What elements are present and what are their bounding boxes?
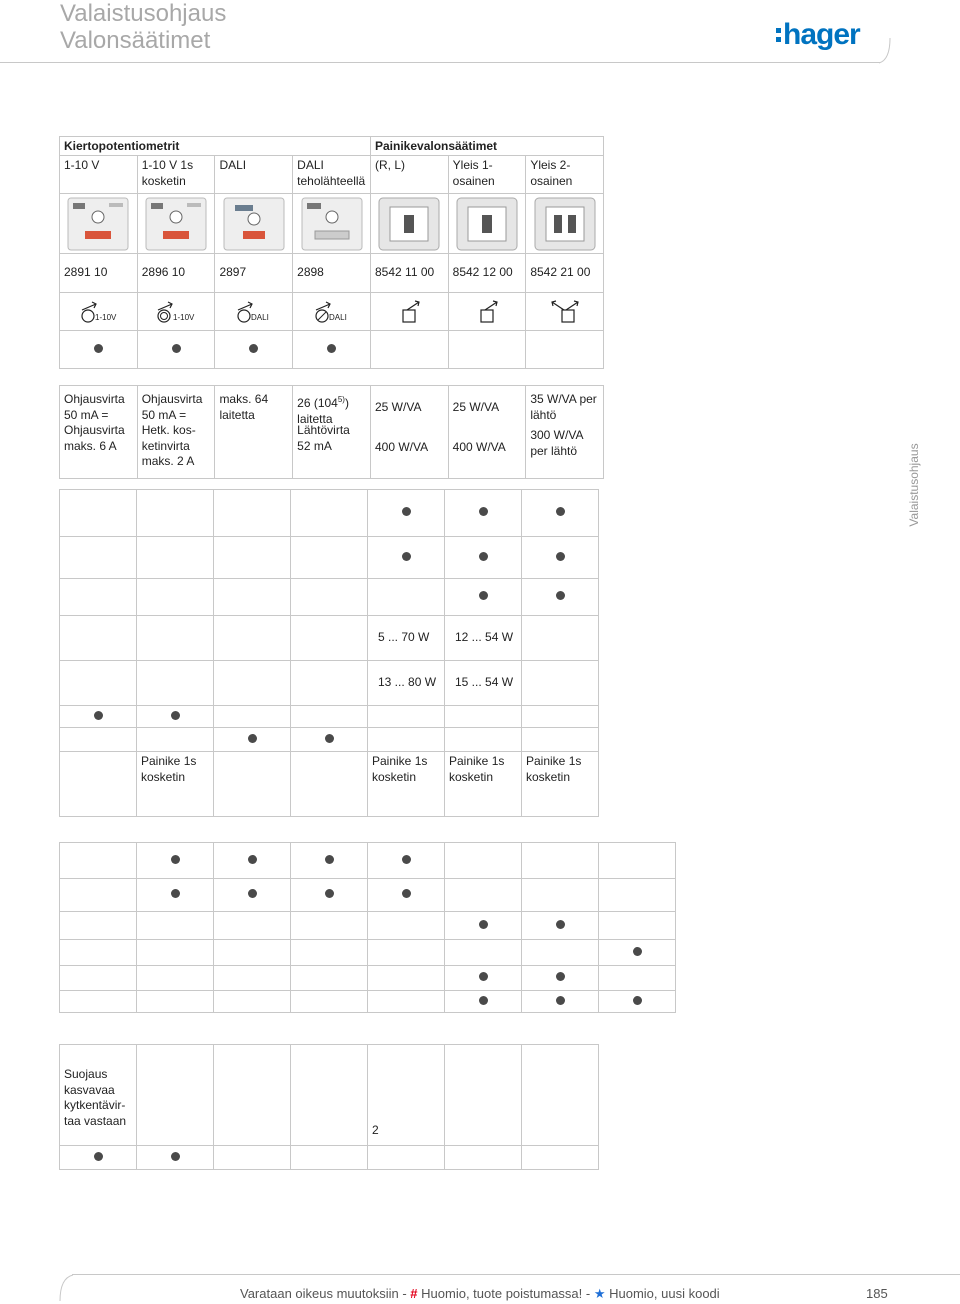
dot-marker	[94, 344, 103, 353]
table-cell	[137, 843, 214, 879]
table-cell	[522, 966, 599, 991]
table-cell	[214, 879, 291, 912]
table-cell	[137, 1045, 214, 1146]
bottom-frame-corner	[58, 1274, 74, 1302]
dot-marker	[479, 972, 488, 981]
table-cell	[60, 661, 137, 706]
table-cell	[599, 940, 676, 966]
table-cell	[368, 991, 445, 1013]
feature-table	[59, 842, 676, 1013]
table-cell	[291, 1146, 368, 1170]
table-cell	[445, 490, 522, 537]
power-range: 13 ... 80 W	[368, 661, 445, 706]
dot-marker	[633, 947, 642, 956]
spec-text: maks. 64 laitetta	[219, 392, 269, 422]
table-cell	[214, 1146, 291, 1170]
dali-psu-dimmer-image	[301, 197, 363, 251]
dot-marker	[556, 591, 565, 600]
table-cell	[60, 537, 137, 579]
table-gap	[60, 369, 604, 386]
table-cell	[214, 1045, 291, 1146]
star-icon: ★	[593, 1286, 606, 1301]
spec-cell	[293, 386, 371, 479]
symbol-cell	[526, 293, 604, 331]
power-range: 5 ... 70 W	[368, 616, 445, 661]
table-cell	[214, 537, 291, 579]
table-cell	[137, 991, 214, 1013]
table-cell	[60, 728, 137, 752]
table-cell	[445, 728, 522, 752]
product-code: 8542 11 00	[371, 254, 449, 293]
table-cell	[137, 728, 214, 752]
spec-text: Ohjausvirta 50 mA =	[64, 392, 125, 422]
spec-cell	[215, 386, 293, 479]
product-image-cell	[60, 194, 138, 254]
col-header: Yleis 1-osainen	[448, 156, 526, 194]
table-cell	[368, 706, 445, 728]
symbol-label: DALI	[250, 312, 269, 322]
push-dimmer-2gang-symbol-icon	[540, 298, 590, 326]
product-image-cell	[137, 194, 215, 254]
table-cell	[599, 912, 676, 940]
table-cell	[60, 616, 137, 661]
dimmer-dali-symbol-icon	[222, 298, 286, 326]
table-cell	[522, 616, 599, 661]
table-cell	[291, 752, 368, 817]
table-cell	[137, 537, 214, 579]
dimmer-1-10v-contact-symbol-icon	[144, 298, 208, 326]
product-code: 8542 12 00	[448, 254, 526, 293]
table-cell	[368, 728, 445, 752]
dot-marker	[249, 344, 258, 353]
push-contact-cell: Painike 1s kosketin	[368, 752, 445, 817]
spec-cell	[137, 386, 215, 479]
table-cell	[214, 912, 291, 940]
table-cell	[445, 843, 522, 879]
table-cell	[291, 706, 368, 728]
table-cell	[291, 966, 368, 991]
table-cell	[368, 940, 445, 966]
dot-marker	[248, 734, 257, 743]
dot-cell	[293, 331, 371, 369]
col-header: Yleis 2-osainen	[526, 156, 604, 194]
compatibility-table	[59, 489, 599, 817]
product-image-cell	[293, 194, 371, 254]
spec-cell	[60, 386, 138, 479]
dot-marker	[556, 996, 565, 1005]
dot-marker	[171, 889, 180, 898]
spec-text: Hetk. kos-ketinvirta maks. 2 A	[141, 423, 196, 468]
product-image-cell	[371, 194, 449, 254]
table-cell	[60, 991, 137, 1013]
dot-marker	[325, 734, 334, 743]
table-cell	[368, 879, 445, 912]
table-cell	[60, 912, 137, 940]
hager-logo	[776, 16, 872, 52]
table-cell	[599, 991, 676, 1013]
spec-text: 300 W/VA per lähtö	[530, 428, 583, 458]
table-cell	[599, 966, 676, 991]
dot-marker	[248, 889, 257, 898]
table-cell	[445, 991, 522, 1013]
product-image-cell	[215, 194, 293, 254]
push-contact-cell: Painike 1s kosketin	[445, 752, 522, 817]
dot-marker	[171, 855, 180, 864]
table-cell	[445, 940, 522, 966]
col-header: DALI teholähteellä	[293, 156, 371, 194]
table-cell	[522, 1146, 599, 1170]
table-cell	[445, 879, 522, 912]
table-cell	[137, 616, 214, 661]
dot-marker	[402, 507, 411, 516]
table-cell	[137, 579, 214, 616]
page-number: 185	[866, 1286, 888, 1301]
table-cell	[368, 537, 445, 579]
table-cell	[522, 879, 599, 912]
push-contact-cell: Painike 1s kosketin	[137, 752, 214, 817]
symbol-cell	[137, 293, 215, 331]
dot-marker	[248, 855, 257, 864]
product-image-cell	[526, 194, 604, 254]
symbol-cell	[215, 293, 293, 331]
table-cell	[60, 879, 137, 912]
table-cell	[291, 661, 368, 706]
table-cell	[522, 991, 599, 1013]
symbol-cell	[448, 293, 526, 331]
table-cell	[522, 843, 599, 879]
table-cell	[60, 1146, 137, 1170]
top-frame-line	[0, 62, 880, 63]
table-cell	[445, 966, 522, 991]
table-cell	[214, 706, 291, 728]
table-cell	[60, 966, 137, 991]
dot-marker	[556, 972, 565, 981]
table-cell	[214, 991, 291, 1013]
table-cell	[522, 661, 599, 706]
protection-value: 2	[368, 1045, 445, 1146]
table-cell	[137, 912, 214, 940]
top-frame-corner	[878, 38, 892, 64]
product-image-cell	[448, 194, 526, 254]
footer-legend: Varataan oikeus muutoksiin - # Huomio, tuote poistumassa! - ★ Huomio, uusi koodi	[240, 1286, 720, 1301]
table-cell	[137, 706, 214, 728]
power-range: 15 ... 54 W	[445, 661, 522, 706]
push-dimmer-2gang-image	[534, 197, 596, 251]
dot-marker	[171, 711, 180, 720]
table-cell	[291, 728, 368, 752]
dot-marker	[94, 711, 103, 720]
product-table	[59, 136, 604, 479]
table-cell	[291, 912, 368, 940]
table-cell	[137, 490, 214, 537]
dot-marker	[325, 889, 334, 898]
product-code: 2896 10	[137, 254, 215, 293]
table-cell	[291, 940, 368, 966]
spec-text: Lähtövirta 52 mA	[297, 423, 350, 453]
table-cell	[368, 912, 445, 940]
table-cell	[445, 1045, 522, 1146]
table-cell	[291, 843, 368, 879]
table-cell	[522, 537, 599, 579]
table-cell	[214, 752, 291, 817]
dot-marker	[479, 591, 488, 600]
table-cell	[214, 843, 291, 879]
spec-text: 26 (104$^{5)}$) laitetta	[297, 395, 349, 426]
table-cell	[368, 490, 445, 537]
table-cell	[60, 706, 137, 728]
table-cell	[445, 706, 522, 728]
table-cell	[60, 490, 137, 537]
table-cell	[522, 706, 599, 728]
table-cell	[291, 879, 368, 912]
dot-marker	[171, 1152, 180, 1161]
product-code: 2898	[293, 254, 371, 293]
table-cell	[291, 991, 368, 1013]
symbol-cell	[371, 293, 449, 331]
group-header-push: Painikevalonsäätimet	[371, 137, 604, 156]
table-cell	[522, 579, 599, 616]
dali-dimmer-image	[223, 197, 285, 251]
table-cell	[445, 579, 522, 616]
spec-cell	[448, 386, 526, 479]
bottom-frame-line	[72, 1274, 960, 1275]
page-title	[60, 0, 226, 54]
product-code: 2891 10	[60, 254, 138, 293]
table-cell	[214, 966, 291, 991]
table-cell	[445, 912, 522, 940]
spec-text: 400 W/VA	[452, 440, 506, 454]
dot-marker	[556, 507, 565, 516]
col-header: 1-10 V 1s kosketin	[137, 156, 215, 194]
table-cell	[137, 1146, 214, 1170]
table-cell	[214, 616, 291, 661]
table-cell	[137, 940, 214, 966]
table-cell	[368, 843, 445, 879]
spec-cell	[371, 386, 449, 479]
group-header-rotary: Kiertopotentiometrit	[60, 137, 371, 156]
table-cell	[599, 843, 676, 879]
dot-marker	[325, 855, 334, 864]
protection-table	[59, 1044, 599, 1170]
dot-marker	[479, 920, 488, 929]
table-cell	[368, 966, 445, 991]
table-cell	[60, 843, 137, 879]
table-cell	[137, 879, 214, 912]
side-section-label: Valaistusohjaus	[907, 443, 921, 527]
dot-marker	[402, 889, 411, 898]
spec-text: 35 W/VA per lähtö	[530, 392, 597, 422]
table-cell	[445, 537, 522, 579]
dimmer-1-10v-symbol-icon	[66, 298, 130, 326]
table-cell	[368, 579, 445, 616]
table-cell	[291, 537, 368, 579]
spec-cell	[526, 386, 604, 479]
table-cell	[291, 1045, 368, 1146]
rotary-dimmer-image	[145, 197, 207, 251]
logo-text: hager	[783, 18, 860, 51]
table-cell	[214, 490, 291, 537]
table-cell	[137, 661, 214, 706]
dot-marker	[556, 920, 565, 929]
table-cell	[291, 490, 368, 537]
push-dimmer-symbol-icon	[467, 298, 507, 326]
dimmer-dali-psu-symbol-icon	[300, 298, 364, 326]
empty-cell	[526, 331, 604, 369]
dot-marker	[556, 552, 565, 561]
dot-marker	[633, 996, 642, 1005]
page-title-line1: Valaistusohjaus	[60, 0, 227, 27]
empty-cell	[371, 331, 449, 369]
dot-cell	[137, 331, 215, 369]
col-header: 1-10 V	[60, 156, 138, 194]
table-cell	[599, 879, 676, 912]
spec-text: 25 W/VA	[375, 400, 422, 414]
dot-marker	[94, 1152, 103, 1161]
push-dimmer-image	[456, 197, 518, 251]
page-title-line2: Valonsäätimet	[60, 27, 211, 54]
push-dimmer-image	[378, 197, 440, 251]
table-cell	[368, 1146, 445, 1170]
dot-marker	[327, 344, 336, 353]
col-header: DALI	[215, 156, 293, 194]
table-cell	[214, 661, 291, 706]
dot-marker	[479, 507, 488, 516]
spec-text: 25 W/VA	[452, 400, 500, 414]
table-cell	[60, 940, 137, 966]
rotary-dimmer-image	[67, 197, 129, 251]
table-cell	[522, 728, 599, 752]
product-code: 8542 21 00	[526, 254, 604, 293]
symbol-label: 1-10V	[95, 312, 117, 322]
table-cell	[445, 1146, 522, 1170]
dot-marker	[172, 344, 181, 353]
symbol-cell	[293, 293, 371, 331]
dot-marker	[479, 996, 488, 1005]
table-cell	[291, 616, 368, 661]
symbol-label: DALI	[328, 312, 347, 322]
dot-marker	[479, 552, 488, 561]
table-cell	[214, 728, 291, 752]
col-header: (R, L)	[371, 156, 449, 194]
table-cell	[137, 966, 214, 991]
hash-marker: #	[410, 1286, 418, 1301]
table-cell	[522, 912, 599, 940]
table-cell	[522, 940, 599, 966]
table-cell	[522, 1045, 599, 1146]
dot-cell	[215, 331, 293, 369]
spec-text: Ohjausvirta 50 mA =	[141, 392, 203, 422]
protection-label: Suojaus kasvavaa kytkentävir-taa vastaan	[60, 1045, 137, 1146]
push-contact-cell: Painike 1s kosketin	[522, 752, 599, 817]
table-cell	[60, 752, 137, 817]
table-cell	[60, 579, 137, 616]
dot-marker	[402, 552, 411, 561]
push-dimmer-symbol-icon	[389, 298, 429, 326]
dot-marker	[402, 855, 411, 864]
symbol-cell	[60, 293, 138, 331]
product-code: 2897	[215, 254, 293, 293]
spec-text: Ohjausvirta maks. 6 A	[64, 423, 125, 453]
table-cell	[291, 579, 368, 616]
power-range: 12 ... 54 W	[445, 616, 522, 661]
symbol-label: 1-10V	[173, 312, 195, 322]
table-cell	[214, 579, 291, 616]
table-cell	[522, 490, 599, 537]
empty-cell	[448, 331, 526, 369]
table-cell	[214, 940, 291, 966]
dot-cell	[60, 331, 138, 369]
spec-text: 400 W/VA	[375, 440, 429, 454]
